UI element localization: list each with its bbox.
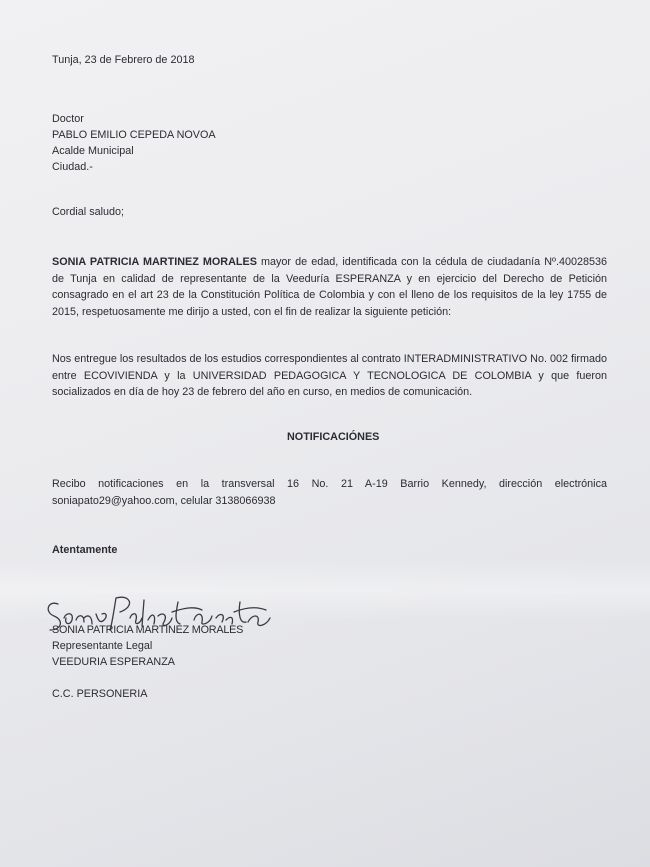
recipient-position: Acalde Municipal (52, 145, 134, 157)
recipient-name: PABLO EMILIO CEPEDA NOVOA (52, 129, 216, 141)
date-line: Tunja, 23 de Febrero de 2018 (52, 54, 195, 66)
cc-line: C.C. PERSONERIA (52, 688, 148, 700)
petition-paragraph (52, 254, 607, 320)
request-paragraph: Nos entregue los resultados de los estudios correspondientes al contrato INTERADMINISTRATIVO No. 002 firmado entre ECOVIVIENDA y la UNIVERSIDAD PEDAGOGICA Y TECNOLOGICA DE COLOMBIA y que fueron socializados en día de hoy 23 de febrero del año en curso, en medios de comunicación. (52, 353, 607, 398)
petition-body: mayor de edad, identificada con la cédula de ciudadanía Nº.40028536 de Tunja en calidad de representante de la Veeduría ESPERANZA y en ejercicio del Derecho de Petición consagrado en el art 23 de la Constitución Política de Colombia y con el lleno de los requisitos de la ley 1755 de 2015, respetuosamente me dirijo a usted, con el fin de realizar la siguiente petición: (52, 256, 607, 318)
sender-name: SONIA PATRICIA MARTINEZ MORALES (52, 256, 257, 268)
recipient-city: Ciudad.- (52, 161, 93, 173)
notifications-heading: NOTIFICACIÓNES (287, 431, 380, 443)
notifications-body: Recibo notificaciones en la transversal 16 No. 21 A-19 Barrio Kennedy, dirección electrónica soniapato29@yahoo.com, celular 3138066938 (52, 478, 607, 507)
recipient-title: Doctor (52, 113, 84, 125)
closing: Atentamente (52, 544, 118, 556)
signature-role: Representante Legal (52, 640, 153, 652)
greeting: Cordial saludo; (52, 206, 125, 218)
signature-organization: VEEDURIA ESPERANZA (52, 656, 175, 668)
signature-printed-name: SONIA PATRICIA MARTINEZ MORALES (52, 624, 244, 636)
